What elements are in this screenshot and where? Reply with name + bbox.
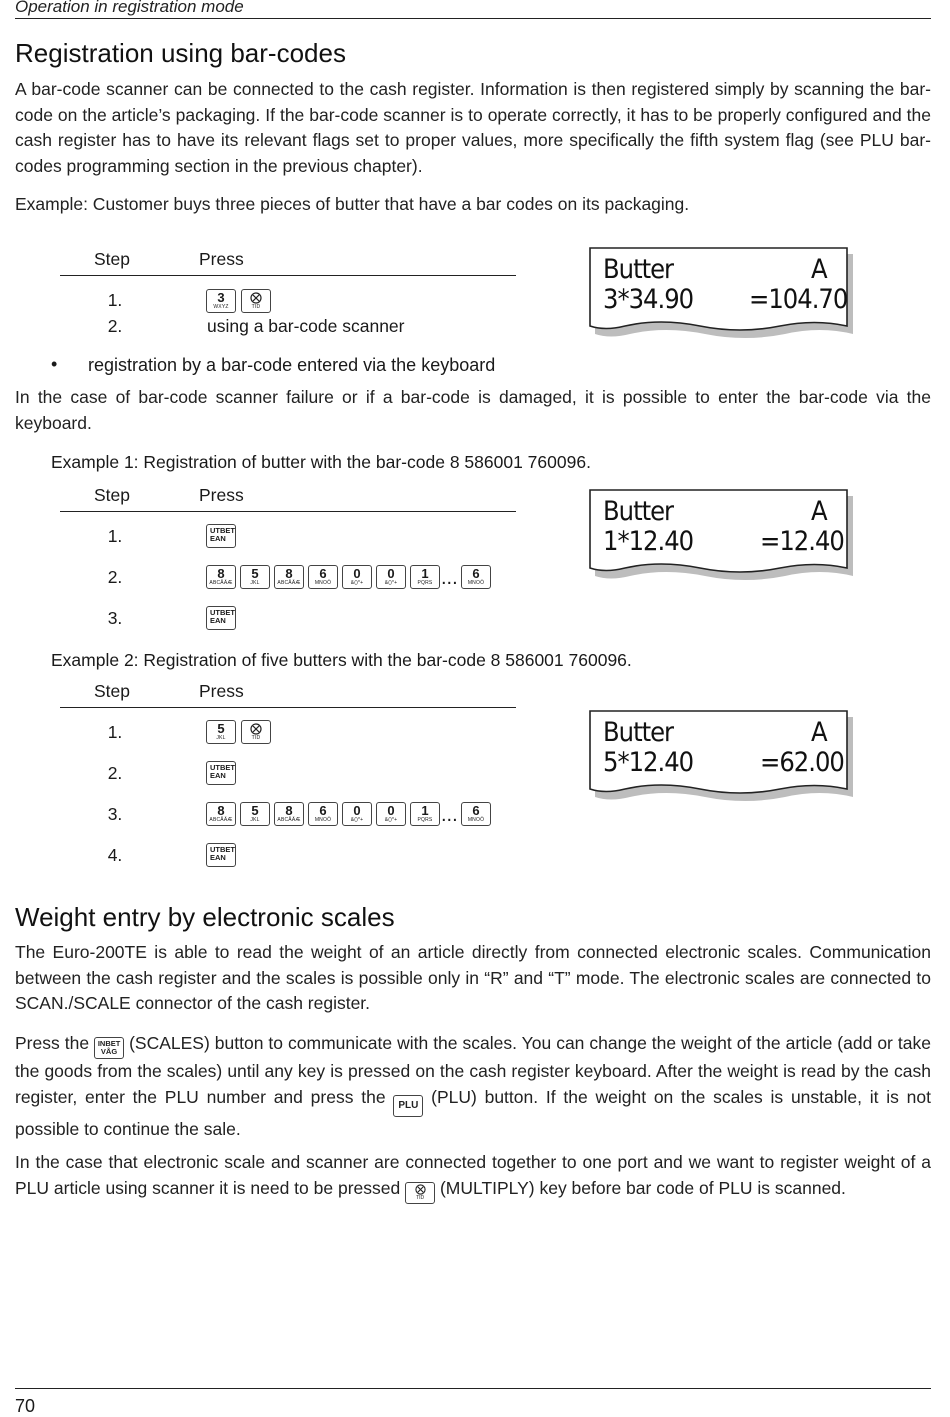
steps-table-header	[60, 681, 516, 708]
scales-paragraph-1: The Euro-200TE is able to read the weight of an article directly from connected electronic scales. Communication between the cash register and the scales is possible only in “R” and “T” mode. The electronic scales are connected to SCAN./SCALE connector of the cash register.	[15, 942, 931, 1013]
steps-table-header	[60, 249, 516, 276]
section-title-barcodes: Registration using bar-codes	[15, 38, 346, 68]
step-number: 3.	[107, 608, 123, 628]
multiply-icon	[415, 1184, 426, 1195]
key-0: 0 &()*+	[376, 565, 406, 589]
key-3: 3 WXYZ	[206, 289, 236, 313]
step-column-header: Step	[94, 485, 130, 505]
example2-title: Example 2: Registration of five butters with the bar-code 8 586001 760096.	[51, 650, 632, 670]
step-number: 4.	[107, 845, 123, 865]
ellipsis: ...	[441, 567, 458, 589]
key-6: 6 MNOÖ	[461, 802, 491, 826]
multiply-key: TID	[241, 720, 271, 744]
multiply-key: TID	[241, 289, 271, 313]
inbet-vag-key: INBET VÅG	[94, 1037, 124, 1059]
key-8: 8 ABCÅÄÆ	[274, 565, 304, 589]
key-6: 6 MNOÖ	[308, 802, 338, 826]
press-column-header: Press	[199, 485, 244, 505]
display-total: =12.40	[760, 526, 844, 557]
step-number: 1.	[107, 722, 123, 742]
utbet-ean-key: UTBET EAN	[206, 843, 236, 867]
utbet-ean-key: UTBET EAN	[206, 606, 236, 630]
display-quantity-price: 3*34.90	[603, 284, 694, 315]
section-title-scales: Weight entry by electronic scales	[15, 902, 395, 932]
step-number: 2.	[107, 567, 123, 587]
ellipsis: ...	[441, 804, 458, 826]
running-header	[15, 0, 931, 19]
key-8: 8 ABCÅÄÆ	[206, 565, 236, 589]
display-tax-group: A	[811, 717, 827, 748]
key-0: 0 &()*+	[342, 565, 372, 589]
key-5: 5 JKL	[240, 565, 270, 589]
key-1: 1 PQRS	[410, 565, 440, 589]
footer-divider	[15, 1388, 931, 1389]
step-number: 2.	[107, 763, 123, 783]
scales-paragraph-3: In the case that electronic scale and scanner are connected together to one port and we want to register weight of a PLU article using scanner it is need to be pressed TID (MULTIPLY) key before bar code of PLU is scanned.	[15, 1150, 931, 1204]
display-item-name: Butter	[603, 717, 674, 748]
receipt-display	[585, 707, 860, 811]
display-total: =104.70	[749, 284, 848, 315]
utbet-ean-key: UTBET EAN	[206, 524, 236, 548]
step-column-header: Step	[94, 681, 130, 701]
receipt-display	[585, 486, 860, 590]
fallback-paragraph: In the case of bar-code scanner failure or if a bar-code is damaged, it is possible to enter the bar-code via the keyboard.	[15, 387, 931, 433]
display-tax-group: A	[811, 496, 827, 527]
example-paragraph: Example: Customer buys three pieces of butter that have a bar codes on its packaging.	[15, 194, 690, 214]
display-total: =62.00	[760, 747, 844, 778]
display-tax-group: A	[811, 254, 827, 285]
step-number: 1.	[107, 290, 123, 310]
display-item-name: Butter	[603, 496, 674, 527]
key-5: 5 JKL	[206, 720, 236, 744]
running-header-title: Operation in registration mode	[15, 0, 244, 16]
multiply-icon	[250, 292, 262, 304]
bullet-text: registration by a bar-code entered via the keyboard	[88, 355, 496, 375]
key-5: 5 JKL	[240, 802, 270, 826]
intro-paragraph: A bar-code scanner can be connected to the cash register. Information is then registered simply by scanning the bar-code on the article’s packaging. If the bar-code scanner is to operate correctly, it has to be properly configured and the cash register has to have its relevant flags set to proper values, more specifically the fifth system flag (see PLU bar-codes programming section in the previous chapter).	[15, 79, 931, 176]
scales-paragraph-2: Press the INBET VÅG (SCALES) button to communicate with the scales. You can change the weight of the article (add or take the goods from the scales) until any key is pressed on the cash register keyboard. After the weight is read by the cash register, enter the PLU number and press the PLU (PLU) button. If the weight on the scales is unstable, it is not possible to continue the sale.	[15, 1033, 931, 1139]
step-number: 2.	[107, 316, 123, 336]
multiply-key: TID	[405, 1182, 435, 1204]
display-quantity-price: 5*12.40	[603, 747, 694, 778]
steps-table-header	[60, 485, 516, 512]
receipt-display	[585, 244, 860, 348]
key-8: 8 ABCÅÄÆ	[274, 802, 304, 826]
step-column-header: Step	[94, 249, 130, 269]
multiply-icon	[250, 723, 262, 735]
display-quantity-price: 1*12.40	[603, 526, 694, 557]
key-0: 0 &()*+	[342, 802, 372, 826]
step-number: 3.	[107, 804, 123, 824]
key-8: 8 ABCÅÄÆ	[206, 802, 236, 826]
key-6: 6 MNOÖ	[308, 565, 338, 589]
example1-title: Example 1: Registration of butter with the bar-code 8 586001 760096.	[51, 452, 591, 472]
bullet-symbol: •	[51, 354, 58, 374]
page-number: 70	[15, 1396, 36, 1416]
key-6: 6 MNOÖ	[461, 565, 491, 589]
utbet-ean-key: UTBET EAN	[206, 761, 236, 785]
key-0: 0 &()*+	[376, 802, 406, 826]
display-item-name: Butter	[603, 254, 674, 285]
plu-key: PLU	[393, 1095, 423, 1117]
press-column-header: Press	[199, 249, 244, 269]
step-text: using a bar-code scanner	[207, 316, 405, 336]
press-column-header: Press	[199, 681, 244, 701]
step-number: 1.	[107, 526, 123, 546]
key-1: 1 PQRS	[410, 802, 440, 826]
